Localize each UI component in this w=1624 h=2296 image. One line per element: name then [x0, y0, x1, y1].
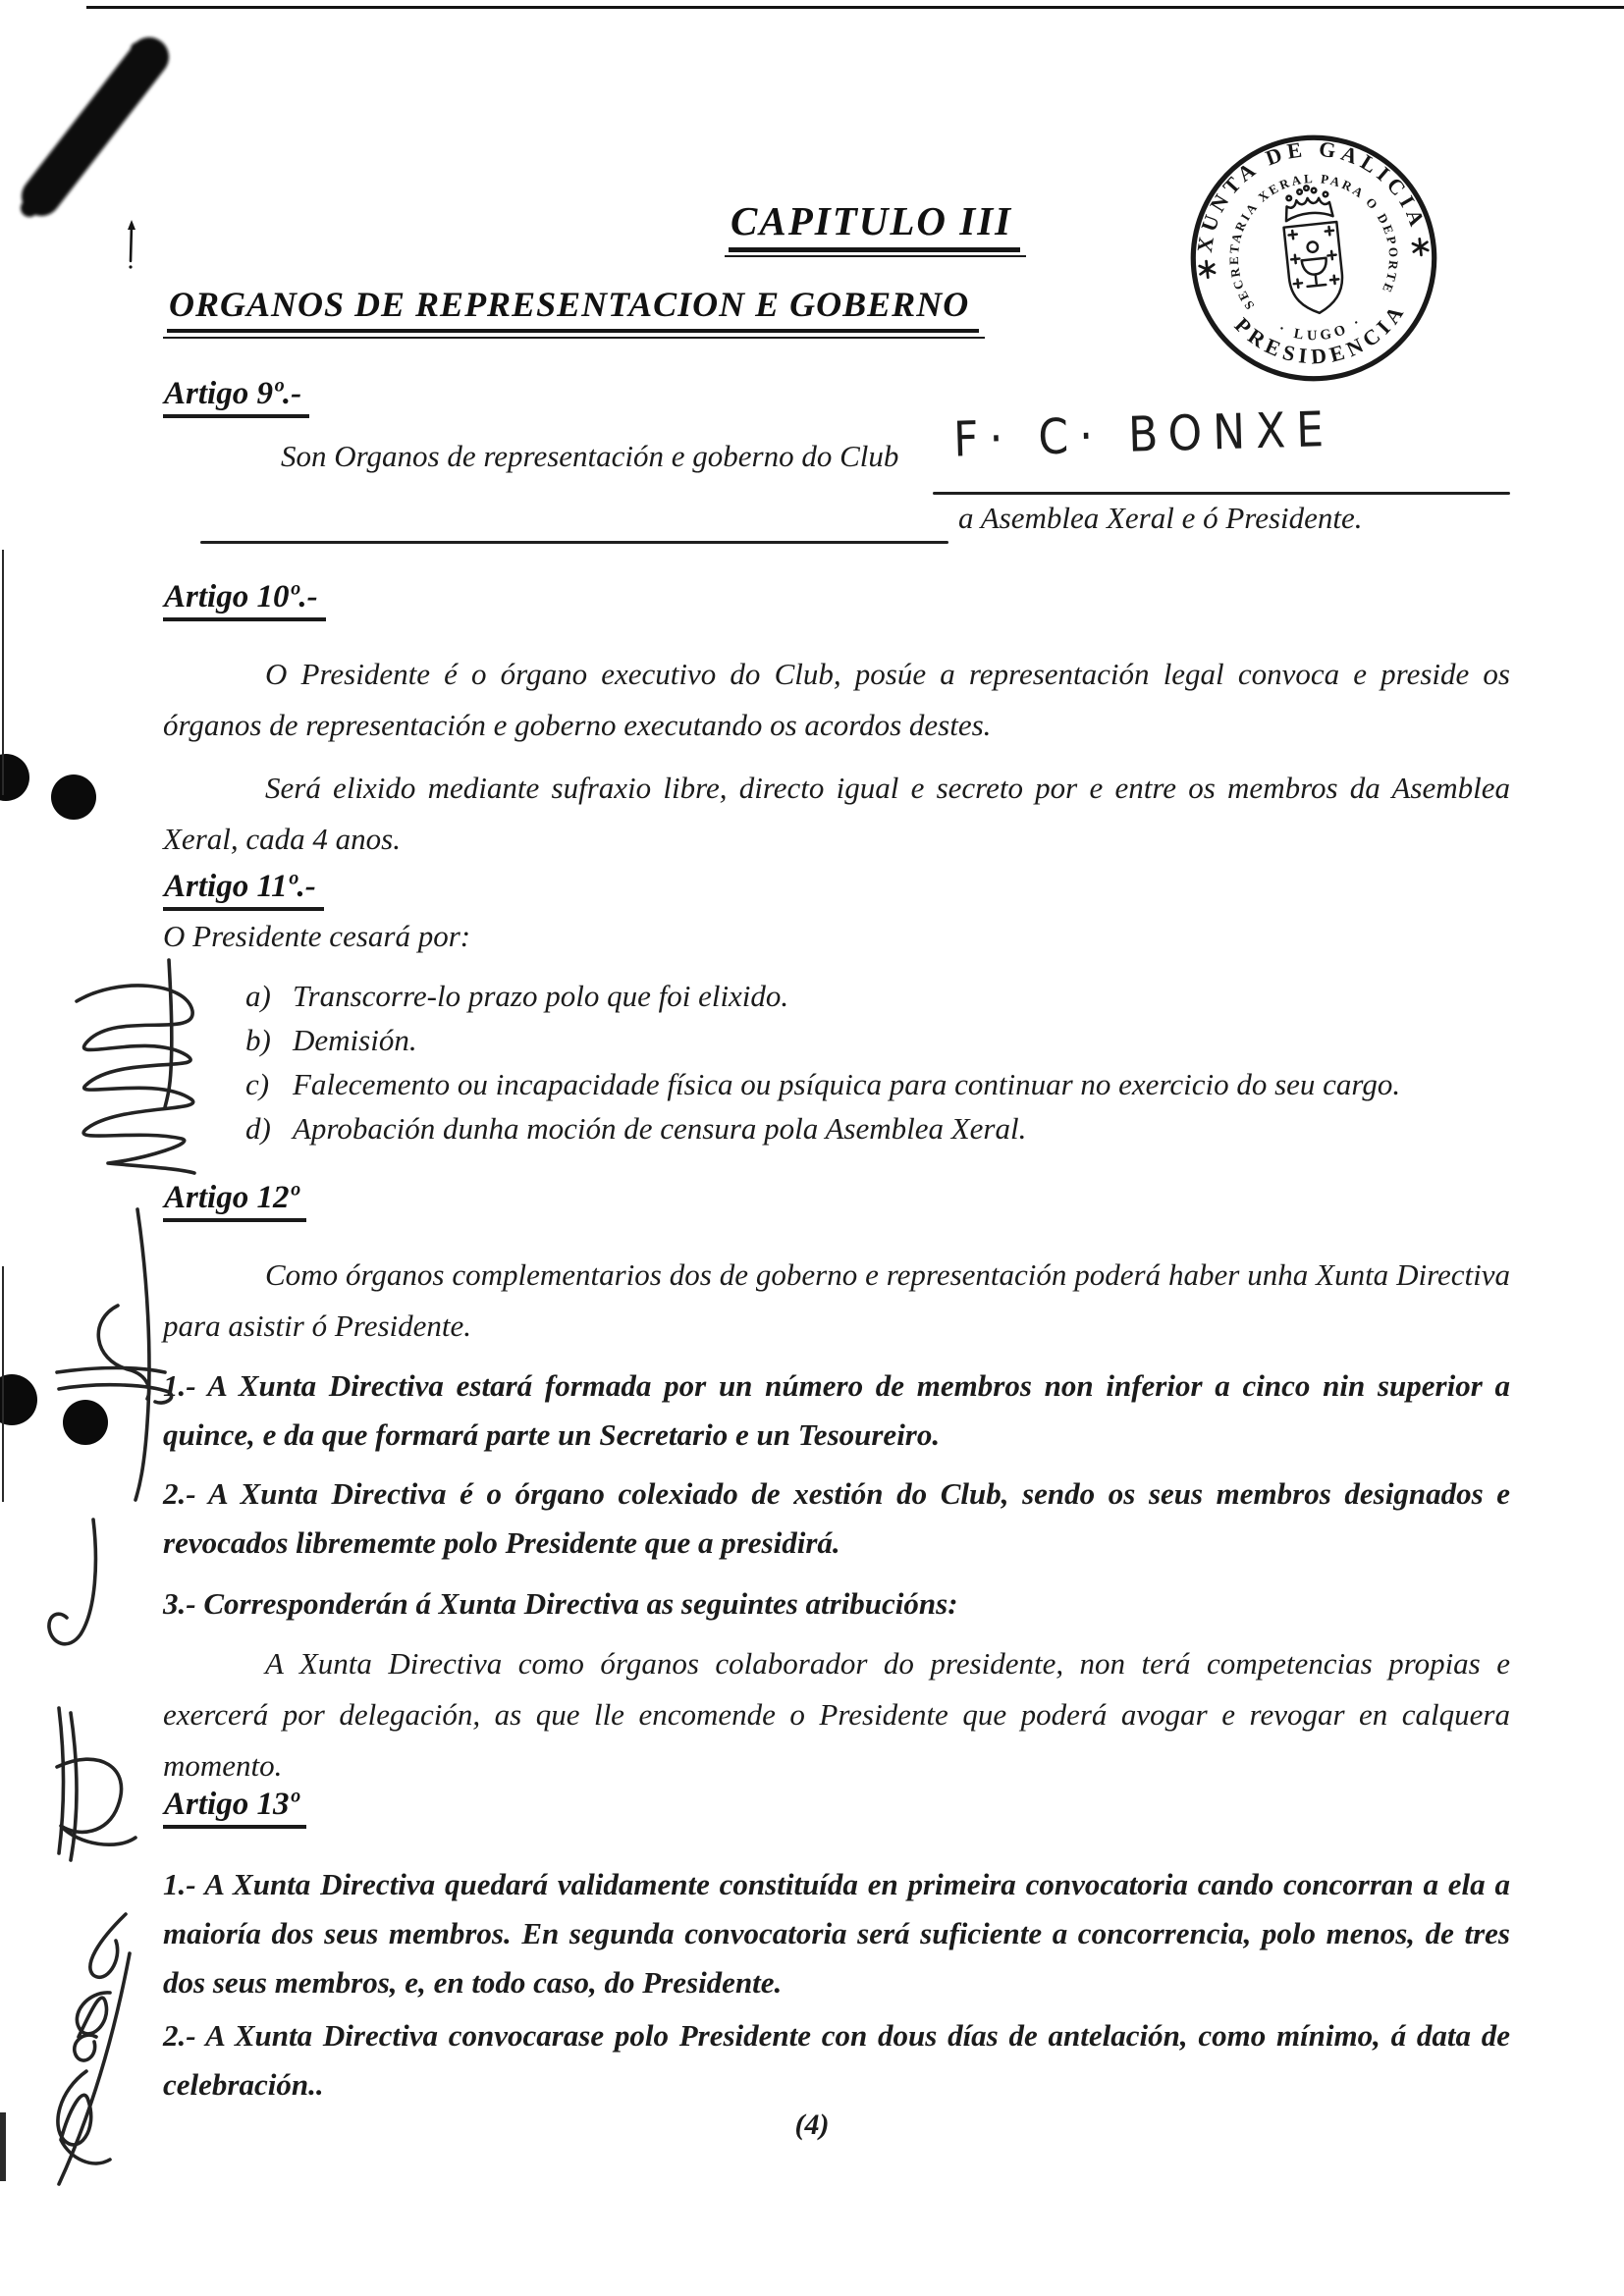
list-item: [245, 1062, 1522, 1106]
artigo9-line2: a Asemblea Xeral e ó Presidente.: [958, 501, 1363, 535]
artigo12-item1: 1.- A Xunta Directiva estará formada por un número de membros non inferior a cinco nin superior a quince, e da que formará parte un Secretario e un Tesoureiro.: [163, 1368, 1510, 1452]
scan-edge-mark: [2, 1266, 4, 1502]
margin-signature-scribble: [25, 1698, 162, 1875]
list-item-label: c): [245, 1067, 270, 1101]
list-item: [245, 974, 1522, 1018]
pen-tick-mark: [118, 216, 147, 275]
club-name-handwritten: F· C· BONXE: [952, 401, 1335, 468]
fill-in-line-1: [933, 492, 1510, 495]
section-heading: ORGANOS DE REPRESENTACION E GOBERNO: [167, 284, 979, 333]
artigo12-item2: 2.- A Xunta Directiva é o órgano colexiado de xestión do Club, sendo os seus membros designados e revocados librememte polo Presidente que a presidirá.: [163, 1476, 1510, 1560]
seal-text-inner-bottom: · LUGO ·: [1275, 312, 1367, 345]
artigo11-intro: O Presidente cesará por:: [163, 919, 471, 953]
list-item-text: Demisión.: [293, 1023, 417, 1057]
artigo13-item2: 2.- A Xunta Directiva convocarase polo Presidente con dous días de antelación, como mínimo, á data de celebración..: [163, 2018, 1510, 2102]
artigo11-list: [245, 974, 1522, 1150]
artigo10-para2: Será elixido mediante sufraxio libre, directo igual e secreto por e entre os membros da Asemblea Xeral, cada 4 anos.: [163, 771, 1510, 856]
fill-in-line-2: [200, 541, 948, 544]
margin-signature-scribble: [34, 1512, 133, 1669]
seal-star-left-icon: [1199, 260, 1215, 278]
seal-star-right-icon: [1412, 239, 1428, 256]
list-item-text: Aprobación dunha moción de censura pola Asemblea Xeral.: [293, 1111, 1027, 1146]
margin-signature-scribble: [29, 942, 236, 1188]
scan-edge-mark: [2, 550, 4, 795]
artigo9-intro: Son Organos de representación e goberno do Club: [281, 439, 899, 473]
artigo9-heading: Artigo 9º.-: [163, 376, 309, 418]
seal-text-inner-top: SECRETARIA XERAL PARA O DEPORTE: [1225, 170, 1402, 313]
punch-hole: [0, 1374, 37, 1425]
list-item-label: d): [245, 1111, 271, 1146]
artigo13-heading: Artigo 13º: [163, 1787, 306, 1829]
seal-text-outer-bottom: PRESIDENCIA: [1229, 297, 1411, 369]
artigo12-heading: Artigo 12º: [163, 1180, 306, 1222]
artigo12-item3-heading: 3.- Corresponderán á Xunta Directiva as seguintes atribucións:: [163, 1586, 958, 1621]
seal-text-outer-top: XUNTA DE GALICIA: [1192, 136, 1431, 254]
punch-hole: [63, 1400, 108, 1445]
scan-border-line: [86, 6, 1624, 9]
list-item: [245, 1018, 1522, 1062]
list-item-label: a): [245, 979, 271, 1013]
list-item-text: Falecemento ou incapacidade física ou psíquica para continuar no exercicio do seu cargo.: [293, 1067, 1401, 1101]
punch-hole: [51, 774, 96, 820]
list-item: [245, 1106, 1522, 1150]
list-item-text: Transcorre-lo prazo polo que foi elixido.: [293, 979, 789, 1013]
artigo13-item1: 1.- A Xunta Directiva quedará validamente constituída en primeira convocatoria cando concorran a ela a maioría dos seus membros. En segunda convocatoria será suficiente a concorrencia, polo menos, de tres dos seus membros, e, en todo caso, do Presidente.: [163, 1867, 1510, 2000]
margin-signature-scribble: [39, 1899, 157, 2194]
margin-signature-scribble: [39, 1198, 196, 1512]
punch-hole: [0, 754, 29, 801]
scan-edge-mark: [0, 2112, 6, 2181]
chapter-title: CAPITULO III: [729, 197, 1020, 252]
list-item-label: b): [245, 1023, 271, 1057]
seal-coat-of-arms-icon: [1279, 184, 1345, 316]
page-number: (4): [794, 2109, 830, 2141]
artigo10-para1: O Presidente é o órgano executivo do Club, posúe a representación legal convoca e preside os órganos de representación e goberno executando os acordos destes.: [163, 657, 1510, 742]
ink-smear-artifact: [0, 20, 255, 265]
artigo10-heading: Artigo 10º.-: [163, 579, 326, 621]
xunta-galicia-seal: [1186, 128, 1441, 389]
artigo11-heading: Artigo 11º.-: [163, 869, 324, 911]
artigo12-para: Como órganos complementarios dos de goberno e representación poderá haber unha Xunta Directiva para asistir ó Presidente.: [163, 1257, 1510, 1343]
artigo12-item3-para: A Xunta Directiva como órganos colaborador do presidente, non terá competencias propias e exercerá por delegación, as que lle encomende o Presidente que poderá avogar e revogar en calquera momento.: [163, 1646, 1510, 1783]
